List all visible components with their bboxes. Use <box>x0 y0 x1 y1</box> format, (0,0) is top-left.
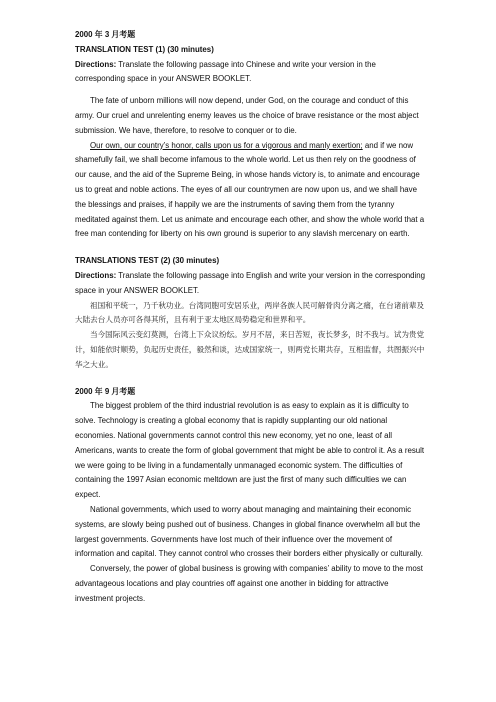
underlined-sentence: Our own, our country’s honor, calls upon us for a vigorous and manly exertion; <box>90 140 363 150</box>
directions-text: Translate the following passage into Chinese and write your version in the corresponding space in your ANSWER BOOKLET. <box>75 59 376 84</box>
passage-3-paragraph-3: Conversely, the power of global business is growing with companies’ ability to move to the most advantageous locations and play countries off against one another in bidding for attractive investment projects. <box>75 564 423 603</box>
directions-1 <box>75 58 427 88</box>
document-page <box>75 28 427 606</box>
passage-3-paragraph-2: National governments, which used to worry about managing and maintaining their economic systems, are slowly being pushed out of business. Changes in global finance overwhelm all but the largest governments. Governments have lost much of their influence over the movement of information and capital. They cannot control who crosses their borders either physically or culturally. <box>75 504 423 559</box>
passage-2-paragraph-2: 当今国际风云变幻莫测，台湾上下众议纷纭。岁月不居，来日苦短，夜长梦多，时不我与。试为贵党计，如能依时顺势，负起历史责任，毅然和谈，达成国家统一，则两党长期共存，互相监督，共图振兴中华之大业。 <box>75 330 425 369</box>
passage-1-paragraph-1: The fate of unborn millions will now depend, under God, on the courage and conduct of this army. Our cruel and unrelenting enemy leaves us the choice of brave resistance or the most abject submission. We have, therefore, to resolve to conquer or to die. <box>75 96 419 135</box>
translation-test-2-title: TRANSLATIONS TEST (2) (30 minutes) <box>75 256 220 266</box>
passage-1-paragraph-2 <box>75 139 427 243</box>
exam-heading-september-2000: 2000 年 9 月考题 <box>75 386 136 396</box>
translation-test-1-title: TRANSLATION TEST (1) (30 minutes) <box>75 44 214 54</box>
passage-2-paragraph-1: 祖国和平统一，乃千秋功业。台湾同胞可安居乐业，两岸各族人民可解骨肉分离之痛，在台诸前辈及大陆去台人员亦可各得其所，且有利于亚太地区局势稳定和世界和平。 <box>75 300 425 325</box>
passage-3-paragraph-1: The biggest problem of the third industrial revolution is as easy to explain as it is difficulty to solve. Technology is creating a global economy that is rapidly supplanting our old national economies. National governments cannot control this new economy, yet no one, least of all Americans, wants to create the form of global government that might be able to control it. As a result we were going to be living in a fundamentally unmanaged economic system. The difficulties of containing the 1997 Asian economic meltdown are just the first of many such difficulties we can expect. <box>75 401 425 500</box>
directions-2 <box>75 269 427 299</box>
exam-heading-march-2000: 2000 年 3 月考题 <box>75 30 136 39</box>
directions-text: Translate the following passage into English and write your version in the corresponding space in your ANSWER BOOKLET. <box>75 270 426 295</box>
directions-label: Directions: <box>75 270 117 280</box>
paragraph-text: and if we now shamefully fail, we shall become infamous to the whole world. Let us then rely on the goodness of our cause, and the aid of the Supreme Being, in whose hands victory is, to animate and encourage us to great and noble actions. The eyes of all our countrymen are now upon us, and we shall have the blessings and praises, if happily we are the instruments of saving them from the tyranny meditated against them. Let us animate and encourage each other, and show the whole world that a free man contending for liberty on his own ground is superior to any slavish mercenary on earth. <box>75 140 425 239</box>
directions-label: Directions: <box>75 59 117 69</box>
